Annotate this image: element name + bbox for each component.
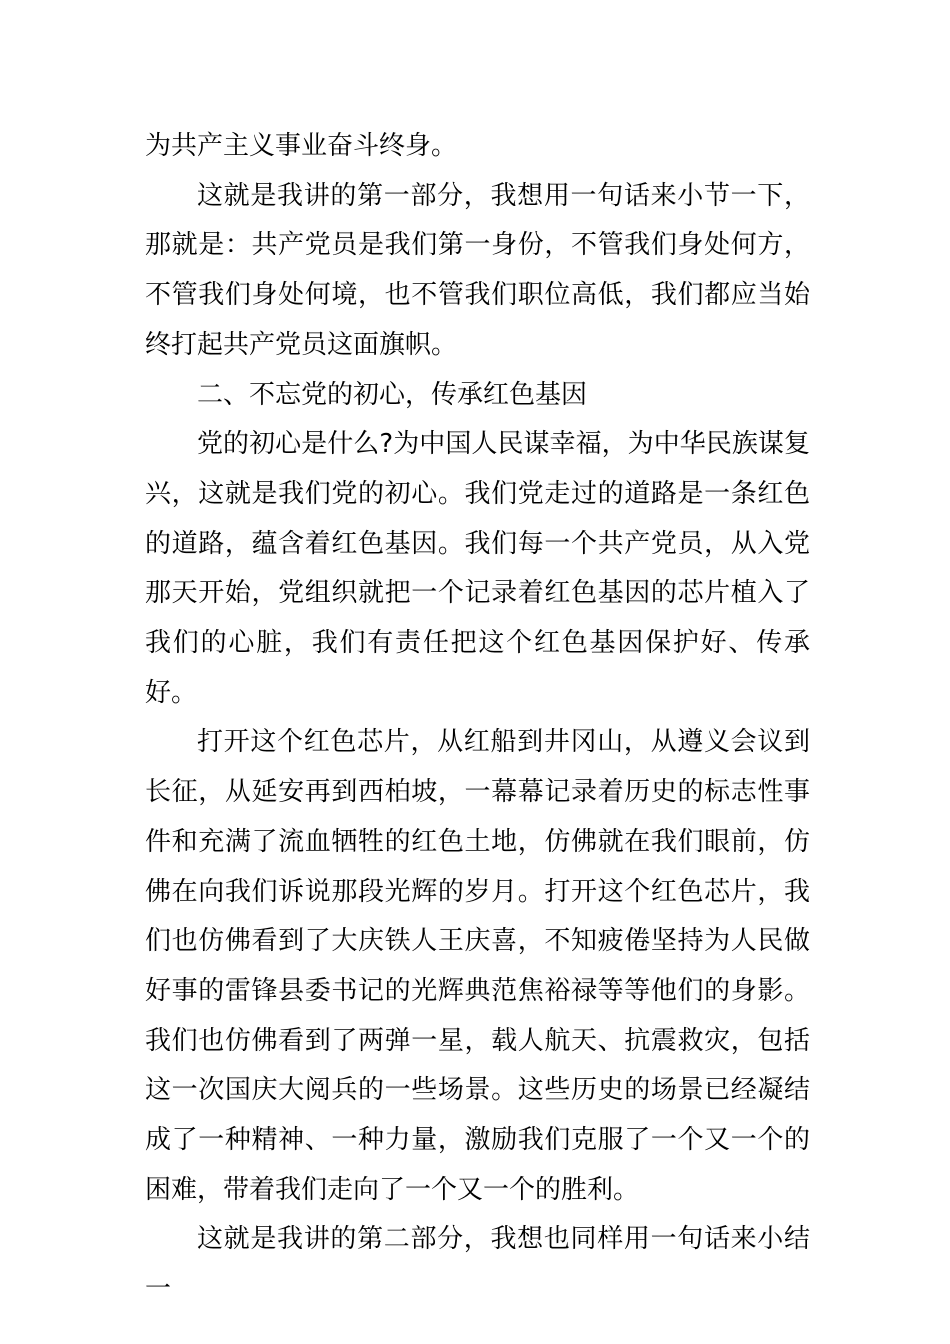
paragraph-continuation: 为共产主义事业奋斗终身。 bbox=[145, 131, 458, 161]
section-heading: 二、不忘党的初心，传承红色基因 bbox=[197, 379, 588, 410]
paragraph-part-two-summary: 这就是我讲的第二部分，我想也同样用一句话来小结一 bbox=[145, 1224, 810, 1305]
paragraph-red-chip: 打开这个红色芯片，从红船到井冈山，从遵义会议到长征，从延安再到西柏坡，一幕幕记录着历史的标志性事件和充满了流血牺牲的红色土地，仿佛就在我们眼前，仿佛在向我们诉说那段光辉的岁月。打开这个红色芯片，我们也仿佛看到了大庆铁人王庆喜，不知疲倦坚持为人民做好事的雷锋县委书记的光辉典范焦裕禄等等他们的身影。我们也仿佛看到了两弹一星，载人航天、抗震救灾，包括这一次国庆大阅兵的一些场景。这些历史的场景已经凝结成了一种精神、一种力量，激励我们克服了一个又一个的困难，带着我们走向了一个又一个的胜利。 bbox=[145, 727, 810, 1205]
paragraph-part-one-summary: 这就是我讲的第一部分，我想用一句话来小节一下，那就是：共产党员是我们第一身份，不管我们身处何方，不管我们身处何境，也不管我们职位高低，我们都应当始终打起共产党员这面旗帜。 bbox=[145, 180, 810, 360]
document-body bbox=[145, 122, 810, 1315]
paragraph-original-aspiration: 党的初心是什么?为中国人民谋幸福，为中华民族谋复兴，这就是我们党的初心。我们党走过的道路是一条红色的道路，蕴含着红色基因。我们每一个共产党员，从入党那天开始，党组织就把一个记录着红色基因的芯片植入了我们的心脏，我们有责任把这个红色基因保护好、传承好。 bbox=[145, 429, 810, 708]
